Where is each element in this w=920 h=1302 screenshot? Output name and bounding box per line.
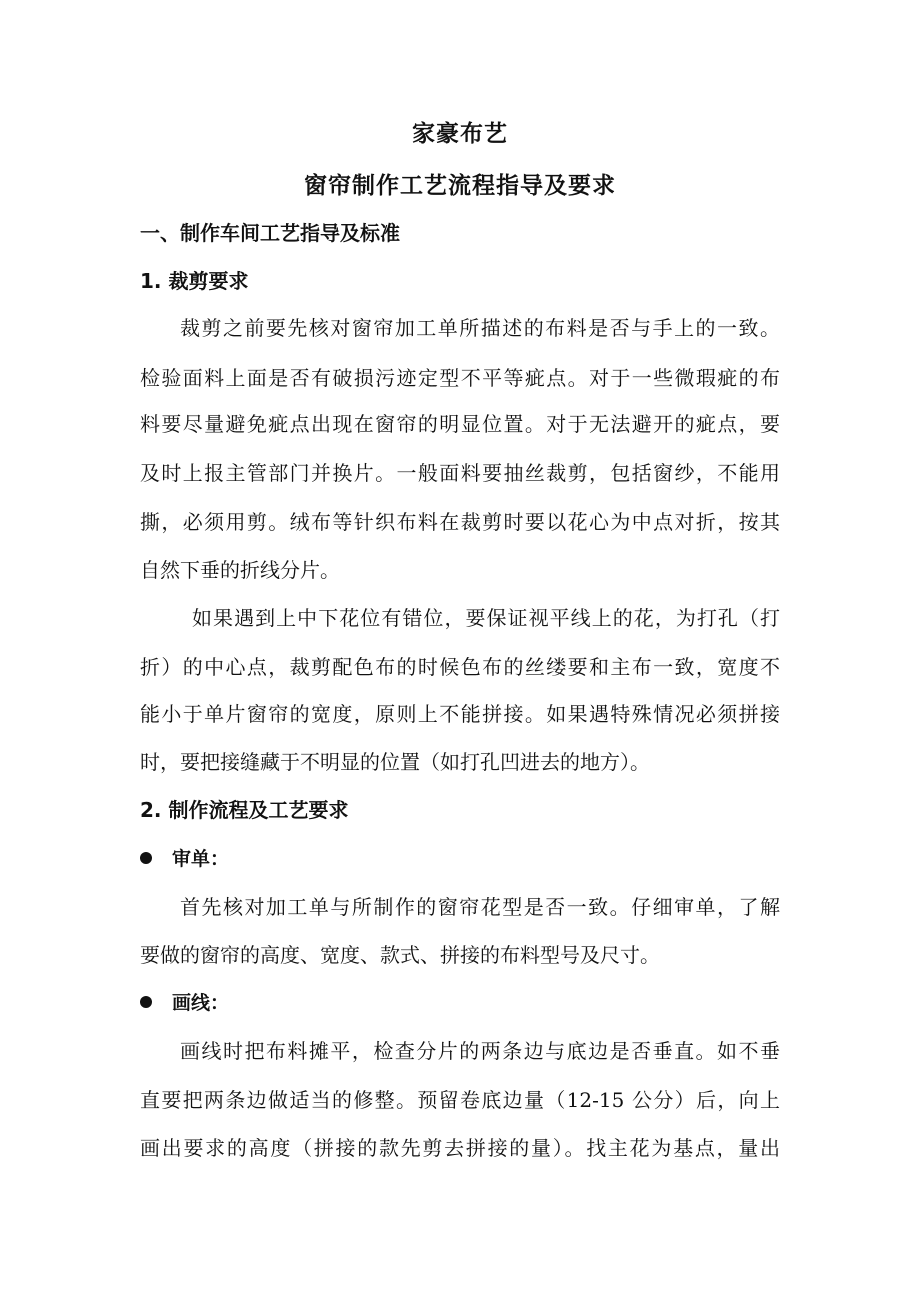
- paragraph-line: 撕，必须用剪。绒布等针织布料在裁剪时要以花心为中点对折，按其: [140, 510, 780, 534]
- paragraph-line: 检验面料上面是否有破损污迹定型不平等疵点。对于一些微瑕疵的布: [140, 366, 780, 390]
- paragraph-line: 自然下垂的折线分片。: [140, 558, 340, 582]
- bullet-dot-icon: [140, 852, 152, 864]
- paragraph-line: 折）的中心点，裁剪配色布的时候色布的丝缕要和主布一致，宽度不: [140, 655, 780, 679]
- paragraph-line: 首先核对加工单与所制作的窗帘花型是否一致。仔细审单，了解: [180, 895, 780, 919]
- paragraph-line: 画线时把布料摊平，检查分片的两条边与底边是否垂直。如不垂: [180, 1039, 780, 1063]
- document-title: 窗帘制作工艺流程指导及要求: [304, 173, 616, 199]
- paragraph-line: 如果遇到上中下花位有错位，要保证视平线上的花，为打孔（打: [192, 606, 780, 630]
- paragraph-line: 能小于单片窗帘的宽度，原则上不能拼接。如果遇特殊情况必须拼接: [140, 702, 780, 726]
- paragraph-line: 要做的窗帘的高度、宽度、款式、拼接的布料型号及尺寸。: [140, 943, 660, 967]
- bullet-marking: [140, 989, 229, 1017]
- paragraph-line: 画出要求的高度（拼接的款先剪去拼接的量）。找主花为基点，量出: [140, 1136, 780, 1160]
- paragraph-line: 直要把两条边做适当的修整。预留卷底边量（12-15 公分）后，向上: [140, 1088, 780, 1112]
- paragraph-line: 裁剪之前要先核对窗帘加工单所描述的布料是否与手上的一致。: [180, 316, 780, 340]
- paragraph-line: 及时上报主管部门并换片。一般面料要抽丝裁剪，包括窗纱，不能用: [140, 461, 780, 485]
- section-heading: 一、制作车间工艺指导及标准: [140, 221, 400, 245]
- bullet-review: [140, 845, 229, 873]
- bullet-label: 画线：: [172, 992, 230, 1014]
- bullet-label: 审单：: [172, 848, 230, 870]
- bullet-dot-icon: [140, 996, 152, 1008]
- paragraph-line: 时，要把接缝藏于不明显的位置（如打孔凹进去的地方）。: [140, 750, 650, 774]
- company-name: 家豪布艺: [412, 121, 508, 147]
- paragraph-line: 料要尽量避免疵点出现在窗帘的明显位置。对于无法避开的疵点，要: [140, 412, 780, 436]
- subsection-heading-cutting: 1. 裁剪要求: [140, 269, 249, 293]
- subsection-heading-process: 2. 制作流程及工艺要求: [140, 798, 349, 822]
